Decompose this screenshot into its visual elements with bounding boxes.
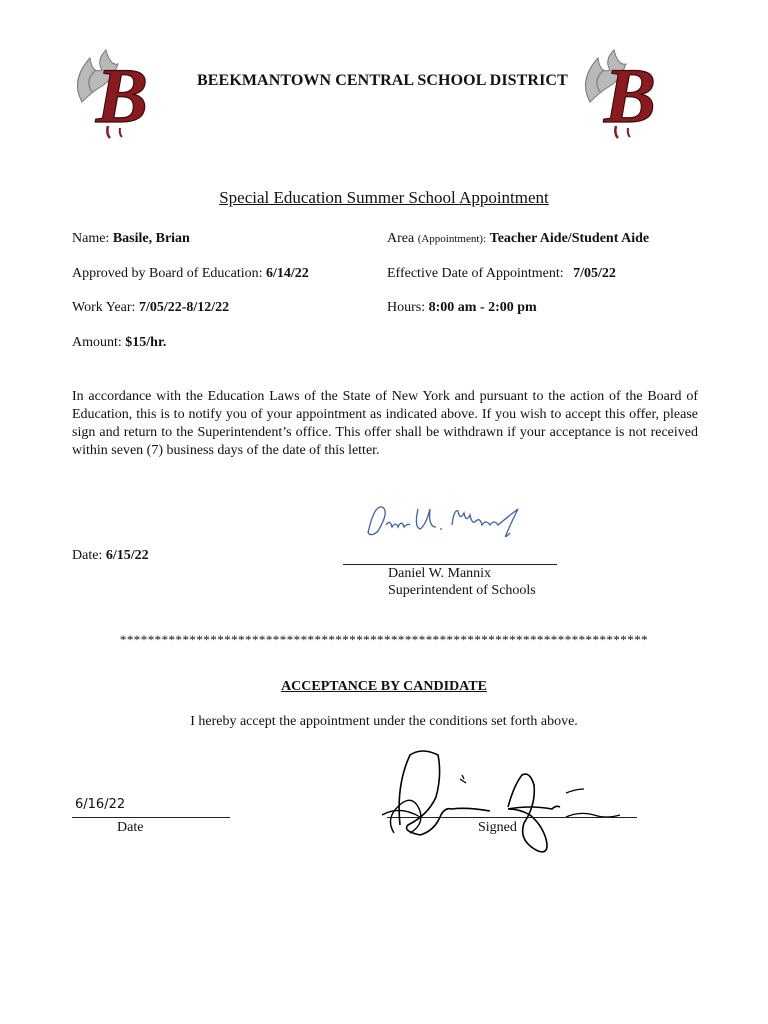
hours-field	[387, 300, 537, 316]
body-paragraph: In accordance with the Education Laws of the State of New York and pursuant to the action of the Board of Education, this is to notify you of your appointment as indicated above. If you wish to accept this offer, please sign and return to the Superintendent’s office. This offer shall be withdrawn if your acceptance is not received within seven (7) business days of the date of this letter.	[72, 389, 698, 458]
effective-value: 7/05/22	[573, 266, 616, 281]
acceptance-signed-label: Signed	[478, 820, 517, 835]
acceptance-statement: I hereby accept the appointment under the conditions set forth above.	[190, 714, 578, 729]
district-logo-left	[62, 40, 172, 140]
letter-date-label: Date:	[72, 548, 103, 563]
name-value: Basile, Brian	[112, 231, 190, 246]
separator-line: ****************************************************************************	[119, 632, 649, 647]
hours-value: 8:00 am - 2:00 pm	[428, 300, 537, 315]
acceptance-title: ACCEPTANCE BY CANDIDATE	[281, 679, 487, 694]
effective-field	[387, 266, 616, 282]
approved-field	[72, 266, 309, 282]
acceptance-date-label: Date	[117, 820, 144, 835]
superintendent-signature	[360, 495, 540, 545]
letter-date-value: 6/15/22	[105, 548, 149, 563]
document-title: Special Education Summer School Appointment	[219, 188, 549, 207]
letter-date-field	[72, 548, 149, 564]
hours-label: Hours:	[387, 300, 426, 315]
approved-label: Approved by Board of Education:	[72, 266, 263, 281]
svg-text:B: B	[603, 52, 657, 139]
superintendent-title: Superintendent of Schools	[388, 583, 536, 598]
district-logo-right	[570, 40, 680, 140]
approved-value: 6/14/22	[266, 266, 309, 281]
area-sublabel: (Appointment):	[417, 233, 487, 245]
svg-text:B: B	[95, 52, 149, 139]
name-field	[72, 231, 190, 247]
area-label: Area	[387, 231, 415, 246]
acceptance-date-value: 6/16/22	[75, 797, 126, 812]
amount-label: Amount:	[72, 335, 122, 350]
area-value: Teacher Aide/Student Aide	[489, 231, 650, 246]
candidate-signature	[380, 745, 650, 860]
work-year-value: 7/05/22-8/12/22	[138, 300, 230, 315]
amount-value: $15/hr.	[125, 335, 167, 350]
work-year-field	[72, 300, 229, 316]
work-year-label: Work Year:	[72, 300, 136, 315]
superintendent-signature-line	[343, 564, 557, 565]
effective-label: Effective Date of Appointment:	[387, 266, 564, 281]
name-label: Name:	[72, 231, 110, 246]
area-field	[387, 231, 649, 247]
district-name: BEEKMANTOWN CENTRAL SCHOOL DISTRICT	[197, 72, 568, 89]
superintendent-name: Daniel W. Mannix	[388, 566, 492, 581]
amount-field	[72, 335, 166, 351]
acceptance-signature-line	[387, 817, 637, 818]
acceptance-date-line	[72, 817, 230, 818]
